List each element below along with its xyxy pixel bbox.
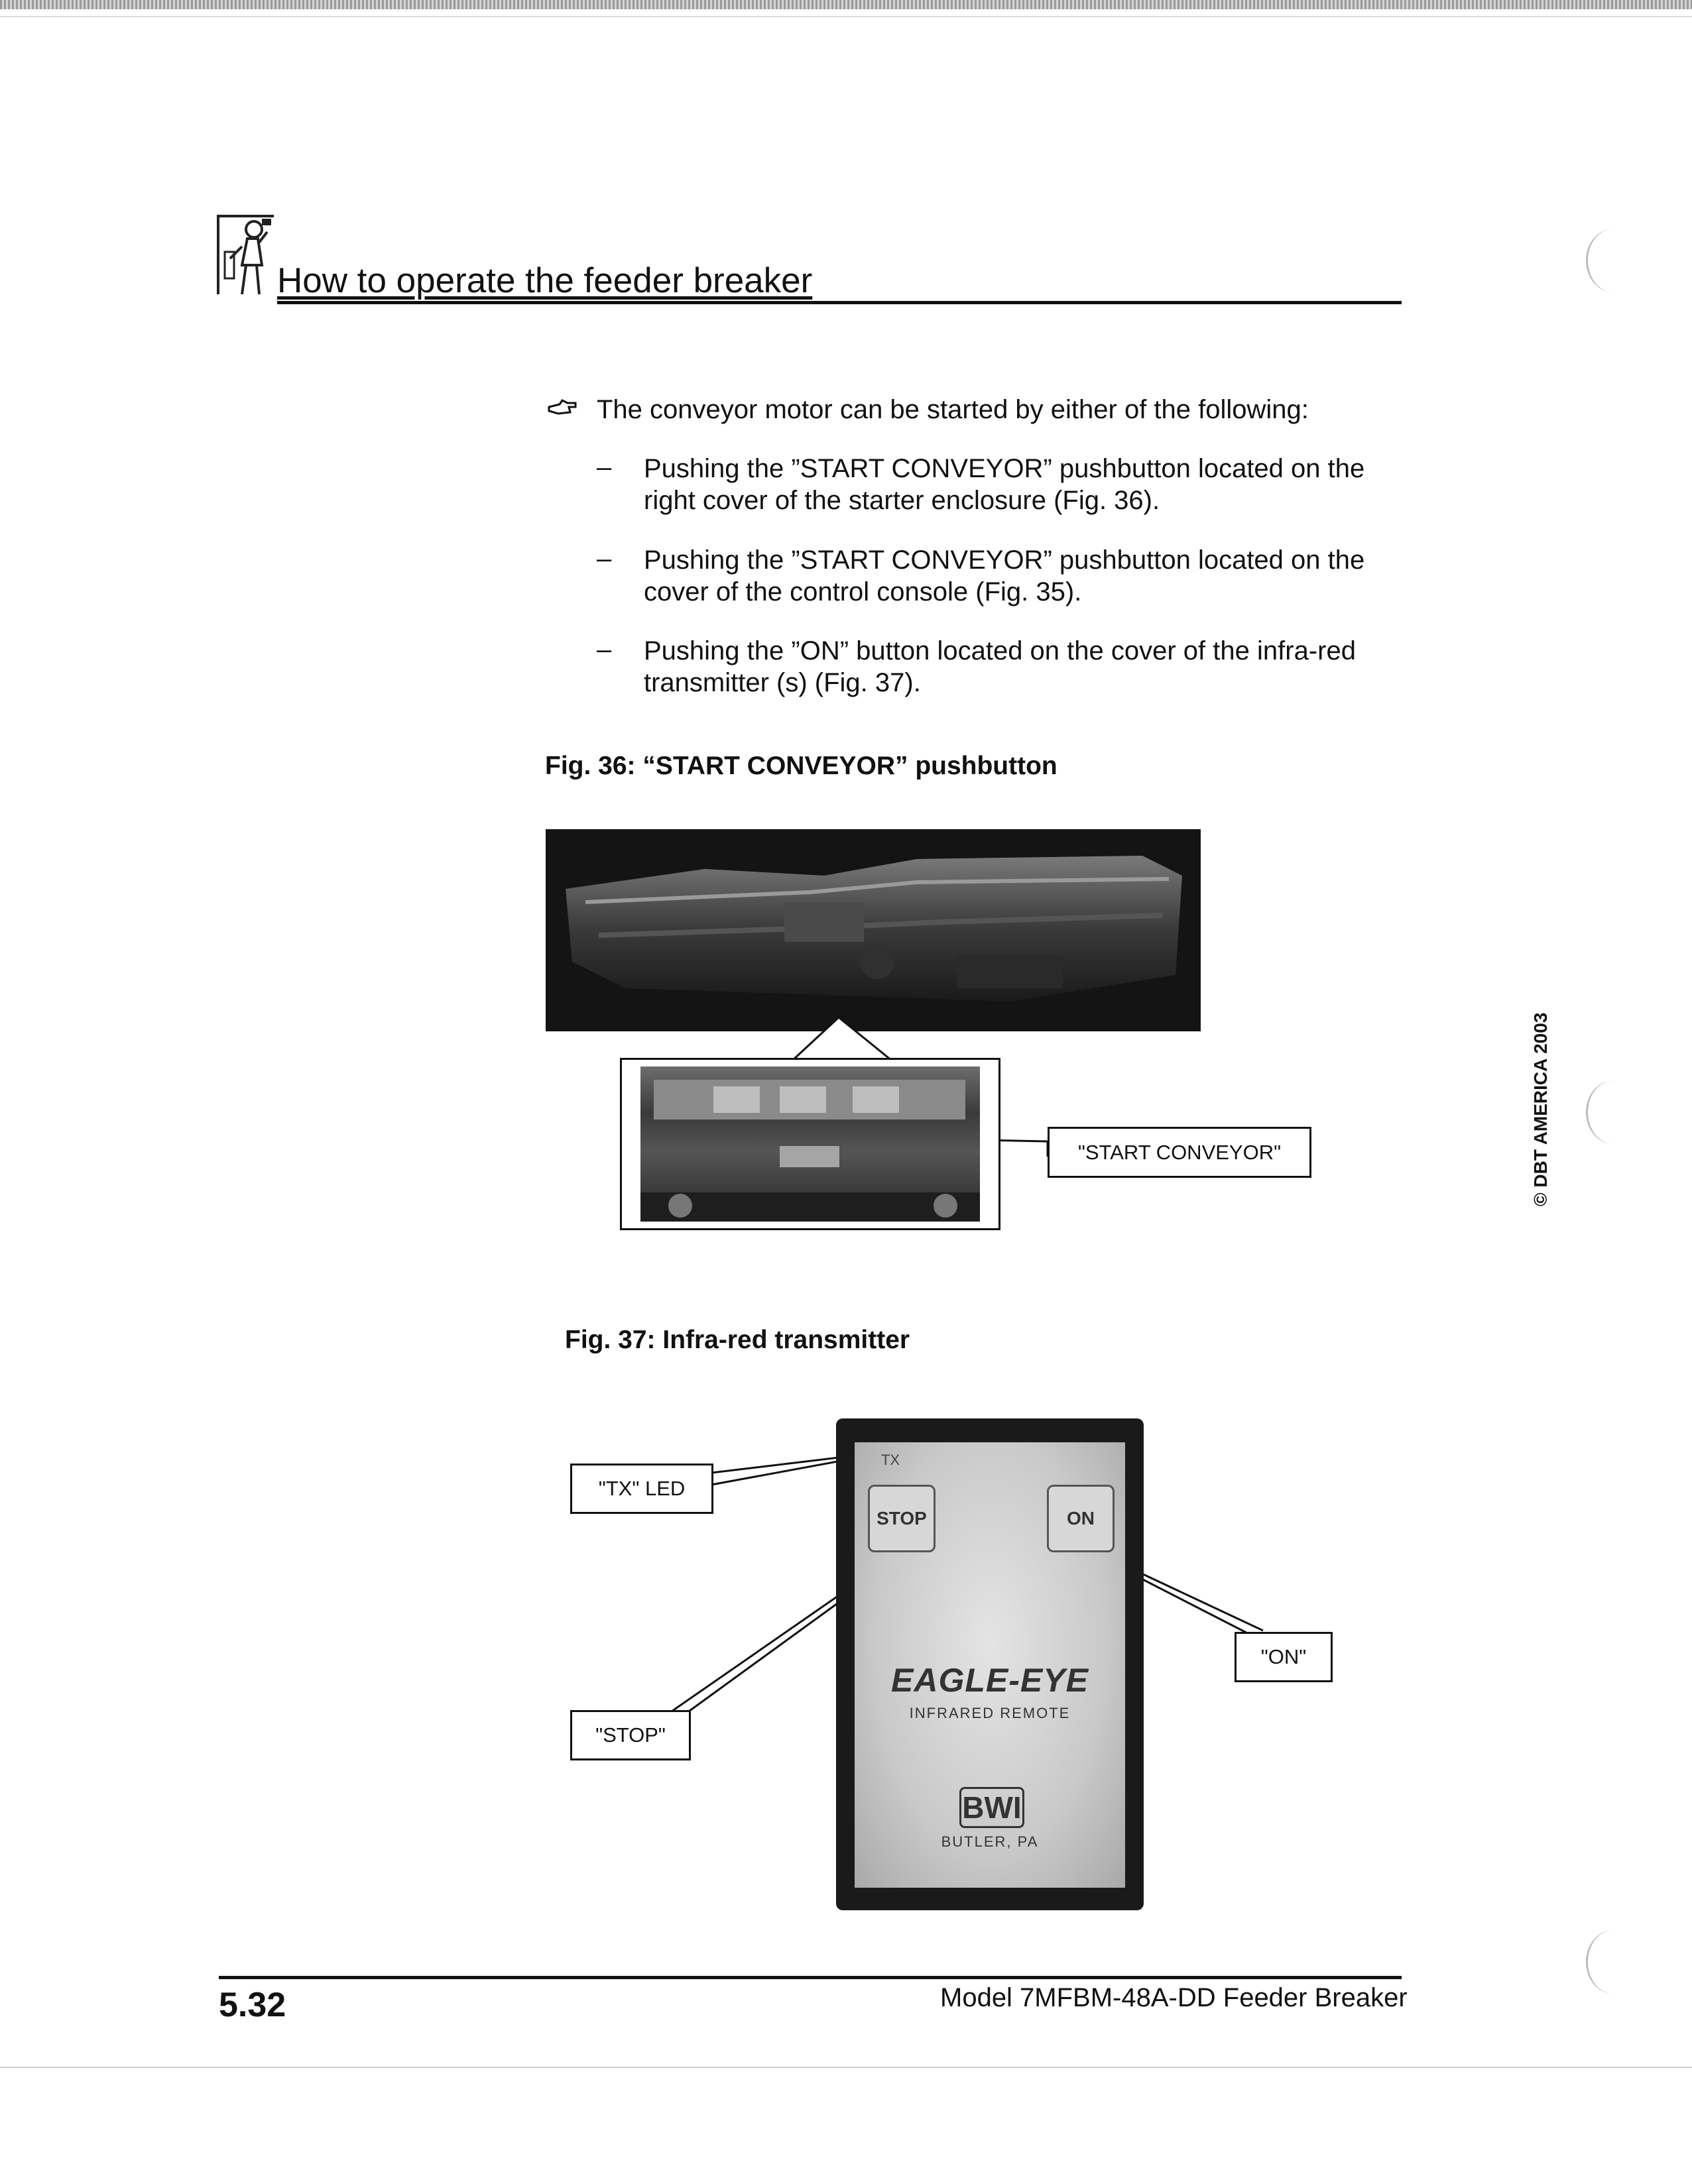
list-item-line: cover of the control console (Fig. 35).	[644, 577, 1082, 606]
stop-callout: "STOP"	[570, 1710, 691, 1760]
on-callout: "ON"	[1235, 1632, 1333, 1682]
list-item	[644, 635, 1356, 699]
scan-line	[0, 2067, 1692, 2068]
footer-rule	[219, 1976, 1402, 1979]
remote-face	[855, 1442, 1125, 1888]
page-title: How to operate the feeder breaker	[277, 261, 813, 300]
list-dash: –	[597, 544, 612, 573]
page-number: 5.32	[219, 1986, 286, 2024]
remote-stop-button: STOP	[868, 1485, 936, 1552]
remote-location: BUTLER, PA	[941, 1833, 1039, 1850]
feeder-breaker-photo	[546, 829, 1201, 1031]
tx-led-label: TX	[880, 1452, 900, 1468]
starter-enclosure-photo	[620, 1058, 1000, 1230]
remote-subtitle: INFRARED REMOTE	[909, 1705, 1071, 1721]
list-item-line: Pushing the ”START CONVEYOR” pushbutton located on the	[644, 454, 1365, 483]
scan-line	[0, 16, 1692, 17]
intro-text: The conveyor motor can be started by either of the following:	[597, 395, 1309, 424]
pointing-hand-icon	[548, 398, 577, 418]
list-item	[644, 544, 1364, 608]
list-item-line: Pushing the ”ON” button located on the cover of the infra-red	[644, 636, 1356, 665]
start-conveyor-callout: "START CONVEYOR"	[1048, 1127, 1311, 1178]
tx-led-callout: "TX" LED	[570, 1464, 713, 1514]
list-item	[644, 453, 1364, 516]
list-item-line: transmitter (s) (Fig. 37).	[644, 668, 921, 697]
copyright-notice: © DBT AMERICA 2003	[1530, 1012, 1551, 1206]
fig36-caption: Fig. 36: “START CONVEYOR” pushbutton	[545, 752, 1058, 780]
list-item-line: right cover of the starter enclosure (Fig. 36).	[644, 486, 1160, 515]
title-rule	[277, 301, 1402, 304]
list-dash: –	[597, 635, 612, 664]
list-dash: –	[597, 453, 612, 482]
remote-brand: EAGLE-EYE	[891, 1662, 1089, 1699]
operator-at-console-icon	[215, 212, 276, 298]
model-name: Model 7MFBM-48A-DD Feeder Breaker	[940, 1983, 1408, 2012]
infrared-remote-photo	[836, 1418, 1144, 1910]
list-item-line: Pushing the ”START CONVEYOR” pushbutton located on the	[644, 546, 1365, 575]
punch-hole	[1586, 1080, 1641, 1144]
punch-hole	[1586, 229, 1641, 292]
scan-edge	[0, 0, 1692, 9]
remote-on-button: ON	[1047, 1485, 1115, 1552]
fig37-caption: Fig. 37: Infra-red transmitter	[565, 1326, 910, 1354]
punch-hole	[1586, 1930, 1641, 1994]
remote-logo: BWI	[959, 1787, 1024, 1828]
